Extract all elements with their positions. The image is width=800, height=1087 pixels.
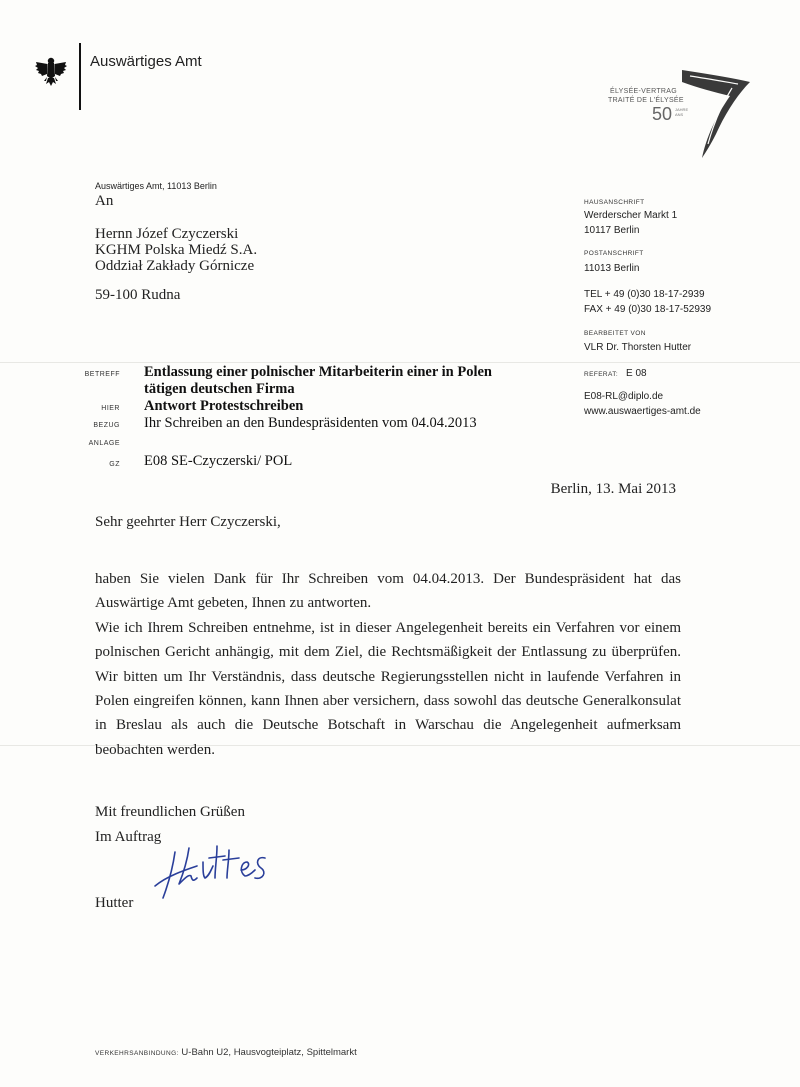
closing-greeting: Mit freundlichen Grüßen [95, 804, 245, 820]
hausanschrift-street: Werderscher Markt 1 [584, 210, 678, 221]
organization-name: Auswärtiges Amt [90, 53, 202, 70]
referat-value: E 08 [626, 368, 647, 379]
fold-line [0, 362, 800, 363]
return-address: Auswärtiges Amt, 11013 Berlin [95, 181, 217, 191]
closing-on-behalf: Im Auftrag [95, 829, 162, 845]
hier-label: HIER [101, 405, 120, 412]
hausanschrift-city: 10117 Berlin [584, 225, 640, 236]
letter-date: Berlin, 13. Mai 2013 [550, 481, 676, 497]
footer-value: U-Bahn U2, Hausvogteiplatz, Spittelmarkt [181, 1047, 357, 1058]
elysee-caption-line1: ÉLYSÉE-VERTRAG [610, 88, 677, 95]
fax: FAX + 49 (0)30 18-17-52939 [584, 304, 712, 315]
betreff-label: BETREFF [84, 371, 120, 378]
body-paragraph-2: Wie ich Ihrem Schreiben entnehme, ist in dieser Angelegenheit bereits ein Verfahren vor einem polnischen Gericht anhängig, mit dem Ziel, die Rechtsmäßigkeit der Entlassung zu überprüfen. Wir bitten um Ihr Verständnis, dass deutsche Regierungsstellen nicht in laufende Verfahren in Polen eingreifen können, kann Ihnen aber versichern, dass sowohl das deutsche Generalkonsulat in Breslau als auch die Deutsche Botschaft in Warschau die Angelegenheit aufmerksam beobachten werden. [95, 619, 681, 758]
hier-value: Antwort Protestschreiben [144, 398, 304, 414]
footer-transport [95, 1047, 357, 1058]
recipient-department: Oddział Zakłady Górnicze [95, 258, 255, 274]
recipient-name: Hernn Józef Czyczerski [95, 226, 239, 242]
gz-value: E08 SE-Czyczerski/ POL [144, 453, 293, 469]
website: www.auswaertiges-amt.de [584, 406, 701, 417]
email: E08-RL@diplo.de [584, 391, 664, 402]
salutation: Sehr geehrter Herr Czyczerski, [95, 514, 281, 530]
header-divider [79, 43, 81, 110]
elysee-caption-line2: TRAITÉ DE L'ÉLYSÉE [608, 97, 684, 104]
footer-label: VERKEHRSANBINDUNG: [95, 1050, 179, 1057]
body-paragraph-1: haben Sie vielen Dank für Ihr Schreiben vom 04.04.2013. Der Bundespräsident hat das Auswärtige Amt gebeten, Ihnen zu antworten. [95, 571, 681, 612]
postanschrift-label: POSTANSCHRIFT [584, 250, 644, 257]
elysee-anniversary-caption: JAHRE ANS [675, 107, 689, 117]
recipient-company: KGHM Polska Miedź S.A. [95, 242, 258, 258]
letter-body [95, 567, 681, 762]
recipient-city: 59-100 Rudna [95, 287, 181, 303]
bezug-label: BEZUG [93, 422, 120, 429]
bearbeitet-name: VLR Dr. Thorsten Hutter [584, 342, 692, 353]
hausanschrift-label: HAUSANSCHRIFT [584, 199, 645, 206]
subject-line1: Entlassung einer polnischer Mitarbeiterin einer in Polen [144, 364, 492, 380]
anlage-label: ANLAGE [88, 440, 120, 447]
signature-name: Hutter [95, 895, 134, 911]
recipient-prefix: An [95, 193, 114, 209]
handwritten-signature [145, 840, 275, 912]
telephone: TEL + 49 (0)30 18-17-2939 [584, 289, 705, 300]
elysee-anniversary-number: 50 [652, 104, 673, 124]
subject-line2: tätigen deutschen Firma [144, 381, 295, 397]
postanschrift-city: 11013 Berlin [584, 263, 640, 274]
bezug-value: Ihr Schreiben an den Bundespräsidenten vom 04.04.2013 [144, 415, 477, 431]
referat-label: REFERAT: [584, 371, 619, 378]
federal-eagle-icon [34, 54, 68, 88]
gz-label: GZ [109, 461, 120, 468]
bearbeitet-label: BEARBEITET VON [584, 330, 646, 337]
